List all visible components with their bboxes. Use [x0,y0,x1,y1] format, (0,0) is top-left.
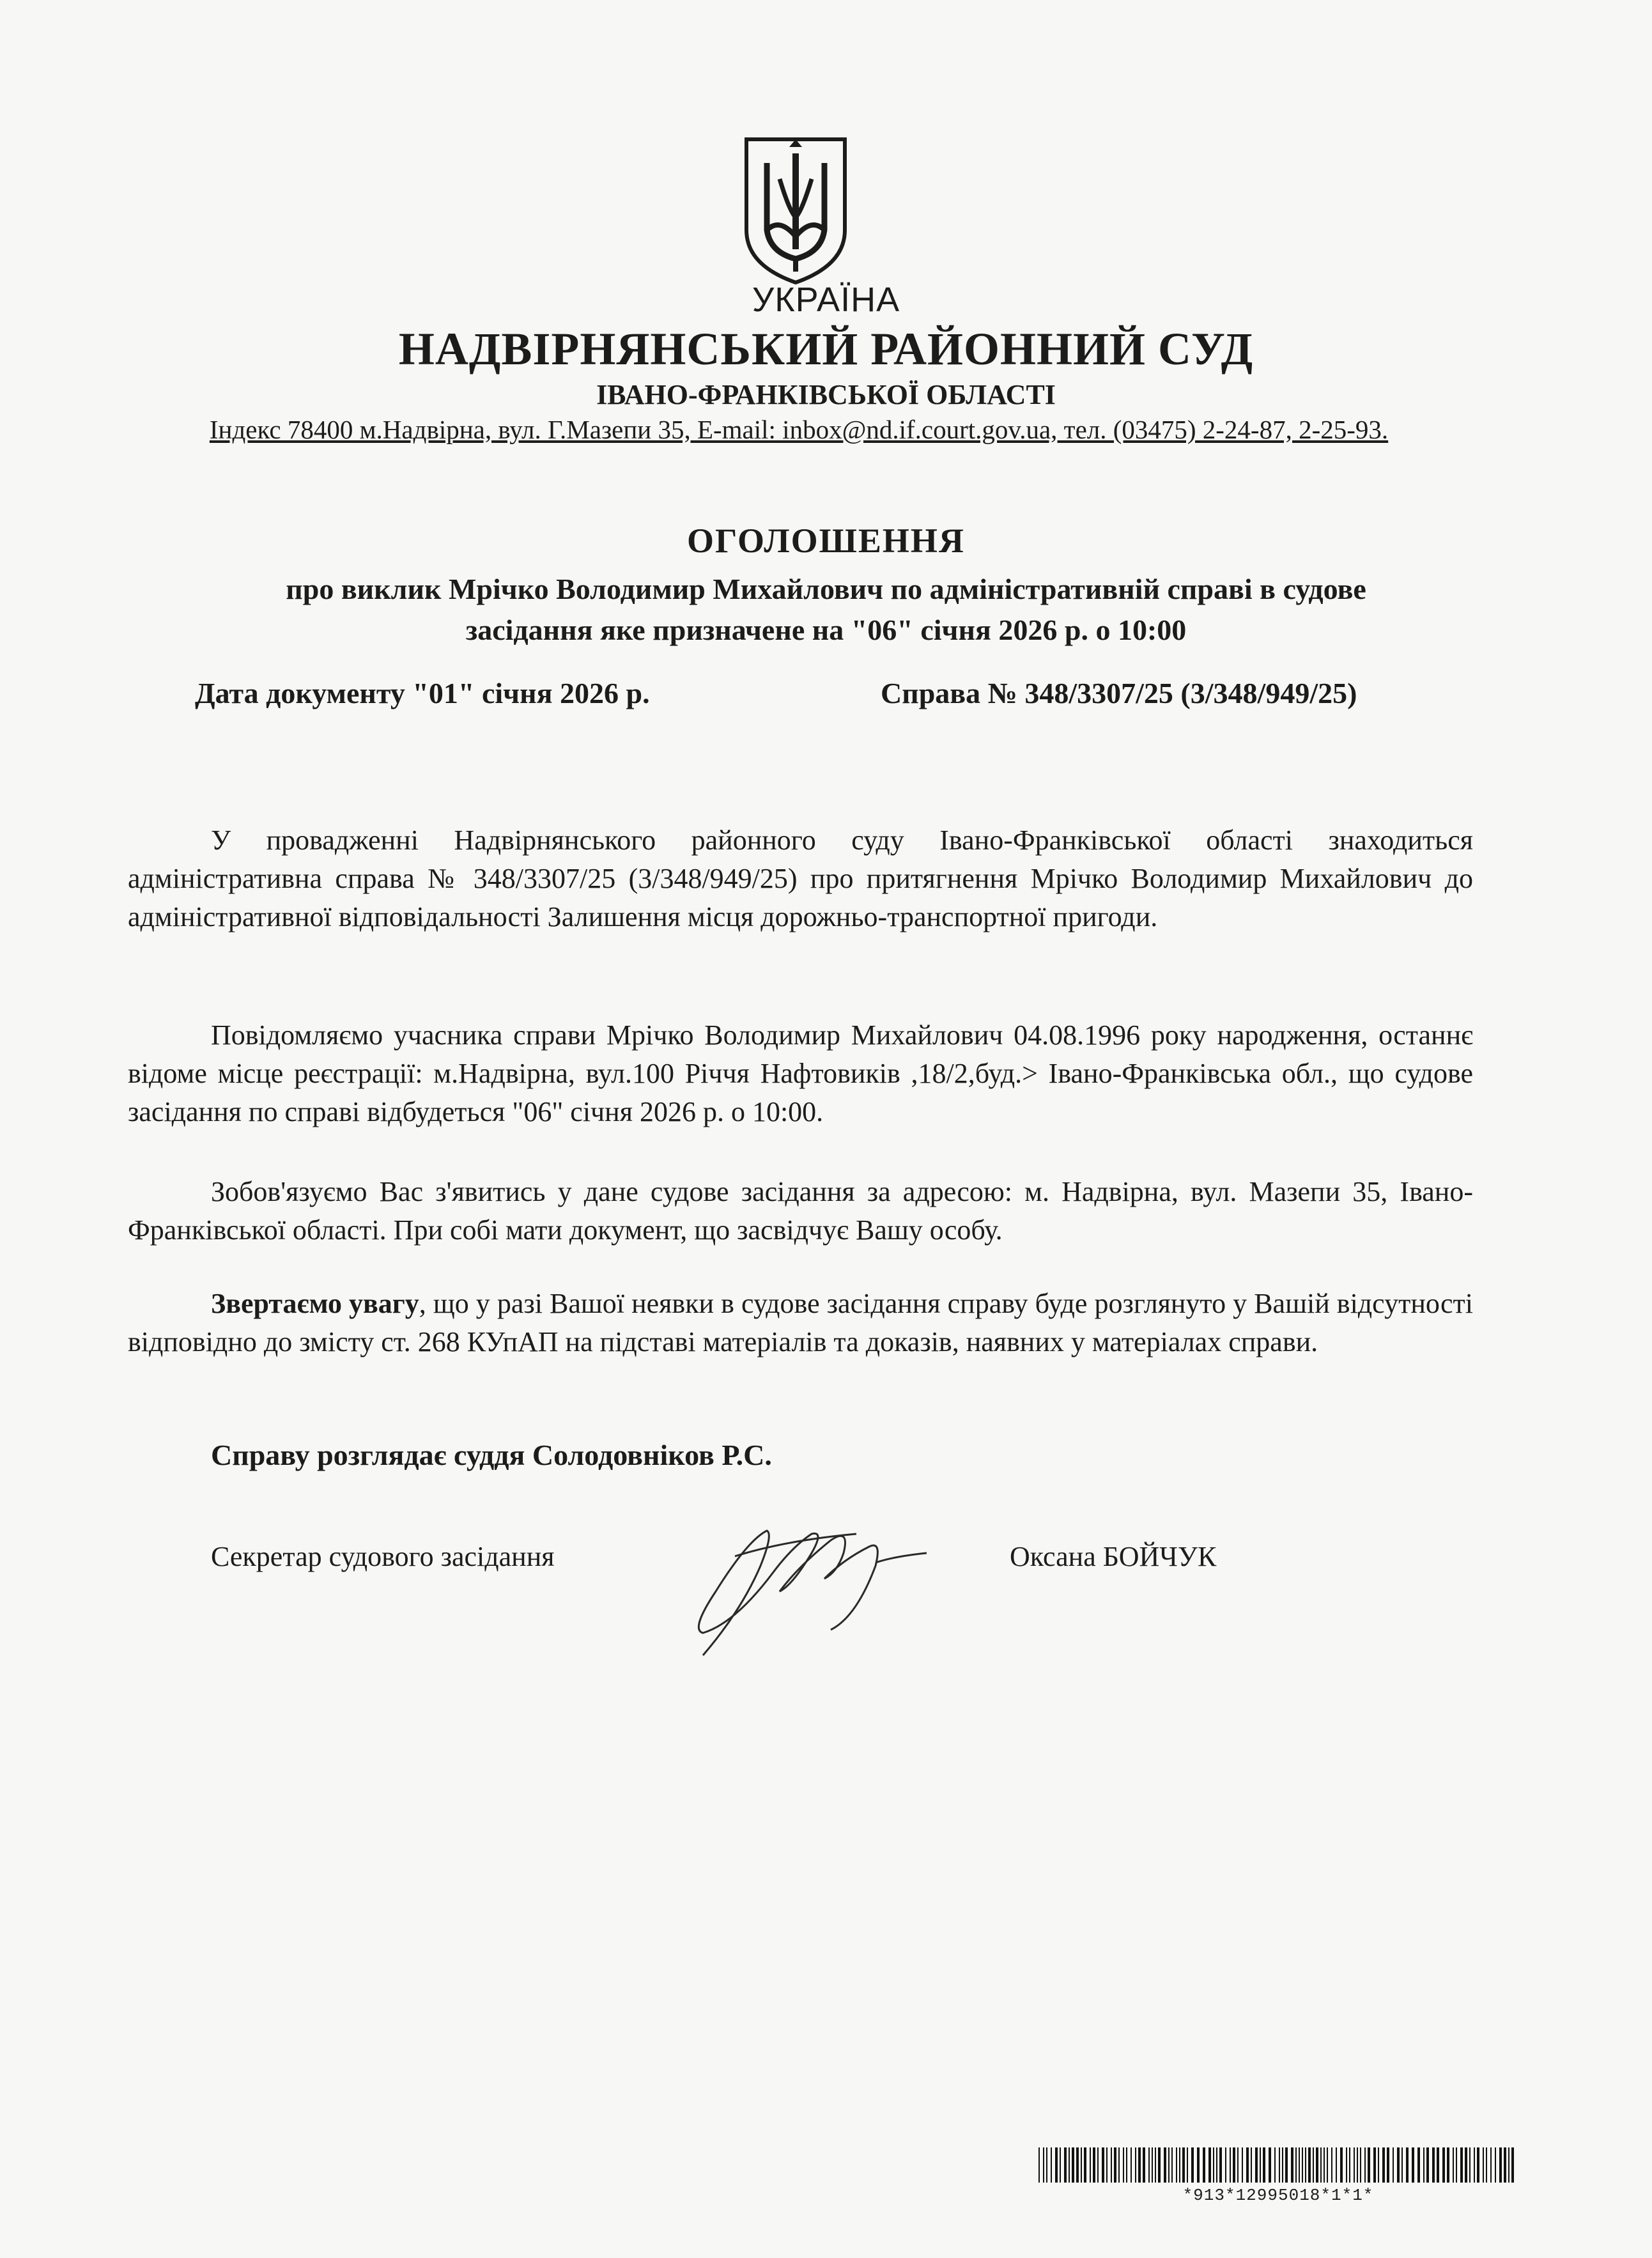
barcode-bar [1349,2147,1350,2183]
barcode-bar [1477,2147,1479,2183]
barcode-bar [1237,2147,1239,2183]
court-contacts: Індекс 78400 м.Надвірна, вул. Г.Мазепи 35, E-mail: inbox@nd.if.court.gov.ua, тел. (03475) 2-24-87, 2-25-93. [209,415,1389,444]
barcode-bar [1090,2147,1091,2183]
barcode-bar [1453,2147,1454,2183]
barcode-bar [1504,2147,1506,2183]
barcode-bar [1354,2147,1355,2183]
barcode-bar [1437,2147,1439,2183]
barcode-bar [1182,2147,1185,2183]
barcode-bar [1225,2147,1226,2183]
barcode-bar [1324,2147,1325,2183]
notice-subtitle-line2: засідання яке призначене на "06" січня 2026 р. о 10:00 [465,614,1187,646]
barcode-bar [1106,2147,1108,2183]
barcode-bar [1423,2147,1424,2183]
barcode-bar [1246,2147,1249,2183]
barcode-bar [1208,2147,1211,2183]
barcode-bar [1143,2147,1145,2183]
barcode-bar [1076,2147,1079,2183]
barcode-bar [1233,2147,1235,2183]
barcode-bar [1251,2147,1252,2183]
barcode-bar [1511,2147,1514,2183]
barcode-bar [1331,2147,1332,2183]
barcode-bar [1469,2147,1471,2183]
barcode-bar [1447,2147,1449,2183]
barcode-number: *913*12995018*1*1* [1182,2186,1374,2205]
barcode-bar [1417,2147,1420,2183]
barcode-bar [1387,2147,1389,2183]
barcode-bar [1152,2147,1153,2183]
barcode-bar [1393,2147,1394,2183]
barcode-bar [1382,2147,1385,2183]
barcode-bar [1197,2147,1200,2183]
barcode-bar [1216,2147,1217,2183]
handwritten-signature [665,1496,959,1674]
barcode-bar [1357,2147,1358,2183]
barcode-bar [1135,2147,1136,2183]
barcode-bar [1295,2147,1297,2183]
barcode-bar [1263,2147,1265,2183]
barcode-bar [1213,2147,1214,2183]
barcode-bar [1442,2147,1445,2183]
barcode-bar [1508,2147,1509,2183]
barcode-bar [1191,2147,1194,2183]
barcode-bar [1486,2147,1487,2183]
barcode-bar [1064,2147,1067,2183]
barcode-bar [1316,2147,1318,2183]
barcode-bar [1072,2147,1074,2183]
barcode-bar [1069,2147,1070,2183]
barcode-bar [1432,2147,1435,2183]
barcode-bar [1060,2147,1061,2183]
barcode-bar [1260,2147,1261,2183]
warning-emphasis: Звертаємо увагу [211,1288,419,1319]
barcode-bar [1308,2147,1311,2183]
coat-of-arms-icon [741,134,850,288]
barcode-bar [1426,2147,1429,2183]
paragraph-warning [128,1285,1473,1361]
barcode-bar [1046,2147,1047,2183]
barcode-bar [1111,2147,1112,2183]
barcode-bar [1230,2147,1231,2183]
notice-subtitle-line1: про виклик Мрічко Володимир Михайлович по адміністративній справі в судове [286,573,1366,605]
barcode-bar [1373,2147,1376,2183]
barcode-bar [1081,2147,1082,2183]
barcode-bar [1285,2147,1288,2183]
barcode-bar [1051,2147,1052,2183]
barcode-bar [1093,2147,1095,2183]
barcode-bar [1397,2147,1400,2183]
barcode-bar [1360,2147,1361,2183]
barcode-bar [1126,2147,1127,2183]
barcode-bar [1155,2147,1156,2183]
barcode-bar [1483,2147,1484,2183]
barcode-bar [1187,2147,1188,2183]
judge-line: Справу розглядає суддя Солодовніков Р.С. [211,1439,772,1471]
barcode-bar [1102,2147,1104,2183]
barcode-bar [1406,2147,1409,2183]
barcode-bar [1158,2147,1161,2183]
barcode-bar [1219,2147,1222,2183]
barcode-bar [1401,2147,1403,2183]
secretary-name: Оксана БОЙЧУК [1010,1541,1217,1572]
barcode-bar [1084,2147,1086,2183]
barcode-bar [1123,2147,1124,2183]
barcode-bar [1043,2147,1044,2183]
barcode-bar [1412,2147,1414,2183]
barcode-bar [1368,2147,1370,2183]
barcode-bar [1038,2147,1040,2183]
barcode-bar [1327,2147,1328,2183]
barcode-bar [1378,2147,1379,2183]
barcode-bar [1274,2147,1276,2183]
document-date: Дата документу "01" січня 2026 р. [195,677,650,709]
barcode-bar [1203,2147,1205,2183]
barcode-bar [1055,2147,1058,2183]
barcode-bar [1490,2147,1492,2183]
case-number: Справа № 348/3307/25 (3/348/949/25) [881,677,1357,709]
barcode-bar [1131,2147,1132,2183]
barcode-bar [1164,2147,1166,2183]
court-region: ІВАНО-ФРАНКІВСЬКОЇ ОБЛАСТІ [596,379,1056,410]
barcode-bar [1114,2147,1116,2183]
notice-subtitle [179,569,1473,651]
secretary-role: Секретар судового засідання [211,1541,555,1572]
barcode-bar [1460,2147,1463,2183]
barcode-bar [1176,2147,1177,2183]
warning-text: , що у разі Вашої неявки в судове засідання справу буде розглянуто у Вашій відсутності відповідно до змісту ст. 268 КУпАП на підставі матеріалів та доказів, наявних у матеріалах справи. [128,1288,1473,1357]
barcode-bar [1179,2147,1180,2183]
barcode-bar [1465,2147,1467,2183]
barcode-bar [1118,2147,1120,2183]
paragraph-proceedings: У провадженні Надвірнянського районного суду Івано-Франківської області знаходиться адміністративна справа № 348/3307/25 (3/348/949/25) про притягнення Мрічко Володимир Михайлович до адміністративної відповідальності Залишення місця дорожньо-транспортної пригоди. [128,824,1473,932]
barcode-bar [1168,2147,1170,2183]
barcode-bar [1313,2147,1314,2183]
court-name: НАДВІРНЯНСЬКИЙ РАЙОННИЙ СУД [398,323,1254,375]
barcode-bar [1305,2147,1306,2183]
barcode-bar [1302,2147,1303,2183]
paragraph-notification: Повідомляємо учасника справи Мрічко Володимир Михайлович 04.08.1996 року народження, останнє відоме місце реєстрації: м.Надвірна, вул.100 Річчя Нафтовиків ,18/2,буд.> Івано-Франківська обл., що судове засідання по справі відбудеться "06" січня 2026 р. о 10:00. [128,1019,1473,1127]
notice-title: ОГОЛОШЕННЯ [687,522,965,560]
barcode-bar [1255,2147,1258,2183]
paragraph-summons-address: Зобов'язуємо Вас з'явитись у дане судове засідання за адресою: м. Надвірна, вул. Мазепи 35, Івано-Франківської області. При собі мати документ, що засвідчує Вашу особу. [128,1176,1473,1246]
barcode-bar [1336,2147,1337,2183]
barcode-bar [1364,2147,1366,2183]
barcode-bar [1346,2147,1347,2183]
barcode-icon [1038,2147,1518,2183]
barcode-bar [1282,2147,1283,2183]
barcode-bar [1291,2147,1293,2183]
barcode-bar [1340,2147,1343,2183]
barcode-bar [1171,2147,1173,2183]
barcode-bar [1148,2147,1150,2183]
barcode-bar [1279,2147,1280,2183]
barcode-bar [1138,2147,1141,2183]
barcode-bar [1269,2147,1271,2183]
barcode-bar [1097,2147,1099,2183]
barcode-bar [1456,2147,1457,2183]
barcode-bar [1299,2147,1300,2183]
barcode-bar [1495,2147,1496,2183]
barcode-bar [1474,2147,1475,2183]
country-name: УКРАЇНА [752,281,900,319]
barcode-bar [1499,2147,1502,2183]
barcode-bar [1242,2147,1243,2183]
barcode-bar [1320,2147,1322,2183]
